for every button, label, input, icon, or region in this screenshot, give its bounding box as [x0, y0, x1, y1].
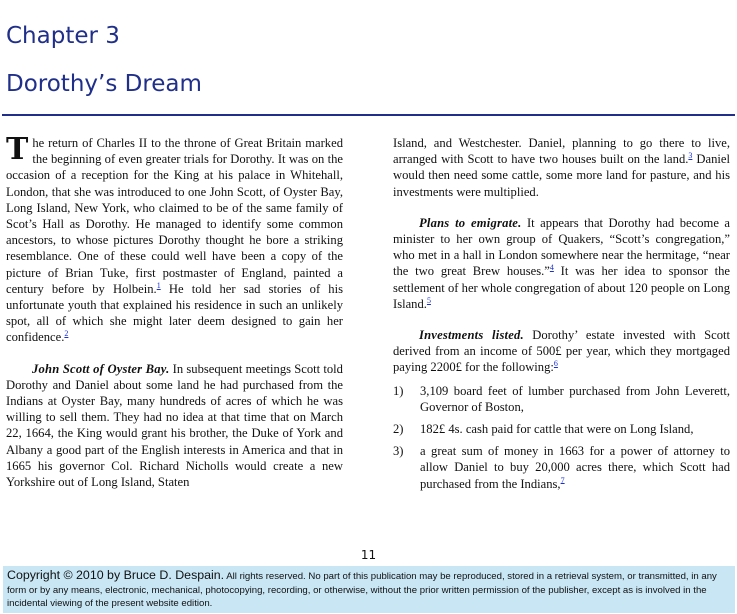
list-item	[393, 383, 730, 415]
list-text: 182£ 4s. cash paid for cattle that were on Long Island,	[420, 422, 694, 437]
rights-notice: All rights reserved. No part of this publication may be reproduced, stored in a retrieval system, or transmitted, in any form or by any means, electronic, mechanical, photocopying, recording, or otherwise, without the prior written permission of the publisher, except as is involved in the incidental viewing of the present website edition.	[7, 571, 717, 610]
paragraph-plans	[393, 215, 730, 312]
paragraph-continued	[393, 135, 730, 200]
footnote-link-7[interactable]: 7	[560, 475, 565, 485]
list-item	[393, 443, 730, 492]
paragraph-text: Dorothy’ estate invested with Scott derived from an income of 500£ per year, which they mortgaged paying 2200£ for the following:	[393, 328, 730, 375]
chapter-label: Chapter 3	[6, 23, 120, 49]
investment-list	[393, 383, 730, 492]
chapter-title: Dorothy’s Dream	[6, 71, 202, 97]
copyright-text: Copyright © 2010 by Bruce D. Despain.	[7, 568, 225, 582]
paragraph-investments	[393, 327, 730, 376]
footnote-link-4[interactable]: 4	[549, 263, 554, 273]
right-column	[393, 135, 730, 498]
paragraph-text: he return of Charles II to the throne of Great Britain marked the beginning of even greater trials for Dorothy. It was on the occasion of a reception for the King at his palace in Whitehall, London, that she was introduced to one John Scott, of Oyster Bay, Long Island, New York, who claimed to be of the same family of Scot’s Hall as Dorothy. He managed to identify some common ancestors, to whose pictures Dorothy thought he bore a striking resemblance. One of these could well have been a copy of the picture of Brian Tuke, first postmaster of England, painted a century before by Holbein.	[6, 136, 343, 296]
list-item	[393, 421, 730, 437]
footnote-link-2[interactable]: 2	[64, 329, 69, 339]
list-text: 3,109 board feet of lumber purchased from John Leverett, Governor of Boston,	[420, 383, 730, 414]
footnote-link-3[interactable]: 3	[688, 151, 693, 161]
paragraph-text: He told her sad stories of his unfortunate youth that explained his residence in such an unlikely spot, all of which she might later deem designed to gain her confidence.	[6, 281, 343, 345]
paragraph-text: Island, and Westchester. Daniel, planning to go there to live, arranged with Scott to have two houses built on the land.	[393, 136, 730, 167]
paragraph-text: It was her idea to sponsor the settlement of her whole congregation of about 120 people on Long Island.	[393, 264, 730, 311]
paragraph-lead: Investments listed.	[419, 328, 524, 343]
paragraph-intro	[6, 132, 343, 346]
copyright-footer	[3, 566, 735, 613]
paragraph-lead: John Scott of Oyster Bay.	[32, 361, 170, 376]
list-number: 3)	[393, 444, 404, 459]
heading-rule	[2, 114, 735, 116]
list-number: 1)	[393, 383, 404, 398]
list-text: a great sum of money in 1663 for a power of attorney to allow Daniel to buy 20,000 acres there, which Scott had purchased from the Indians,	[420, 444, 730, 491]
left-column	[6, 132, 343, 505]
footnote-link-5[interactable]: 5	[426, 295, 431, 305]
paragraph-text: It appears that Dorothy had become a minister to her own group of Quakers, “Scott’s congregation,” who met in a hall in London somewhere near the hermitage, “near the two great Brew houses.”	[393, 215, 731, 279]
paragraph-john-scott	[6, 361, 343, 491]
drop-cap: T	[6, 132, 29, 167]
footnote-link-1[interactable]: 1	[156, 280, 161, 290]
paragraph-text: In subsequent meetings Scott told Dorothy and Daniel about some land he had purchased from the Indians at Oyster Bay, many hundreds of acres of which he was willing to sell them. They had no idea at that time that on March 22, 1664, the King would grant his brother, the Duke of York and Albany a good part of the English interests in America and that in 1665 his governor Col. Richard Nicholls would create a new Yorkshire out of Long Island, Staten	[6, 361, 343, 490]
paragraph-text: Daniel would then need some cattle, some more land for pasture, and his investments were multiplied.	[393, 152, 731, 199]
list-number: 2)	[393, 422, 404, 437]
page-number: 11	[360, 548, 377, 562]
paragraph-lead: Plans to emigrate.	[419, 215, 522, 230]
footnote-link-6[interactable]: 6	[553, 359, 558, 369]
